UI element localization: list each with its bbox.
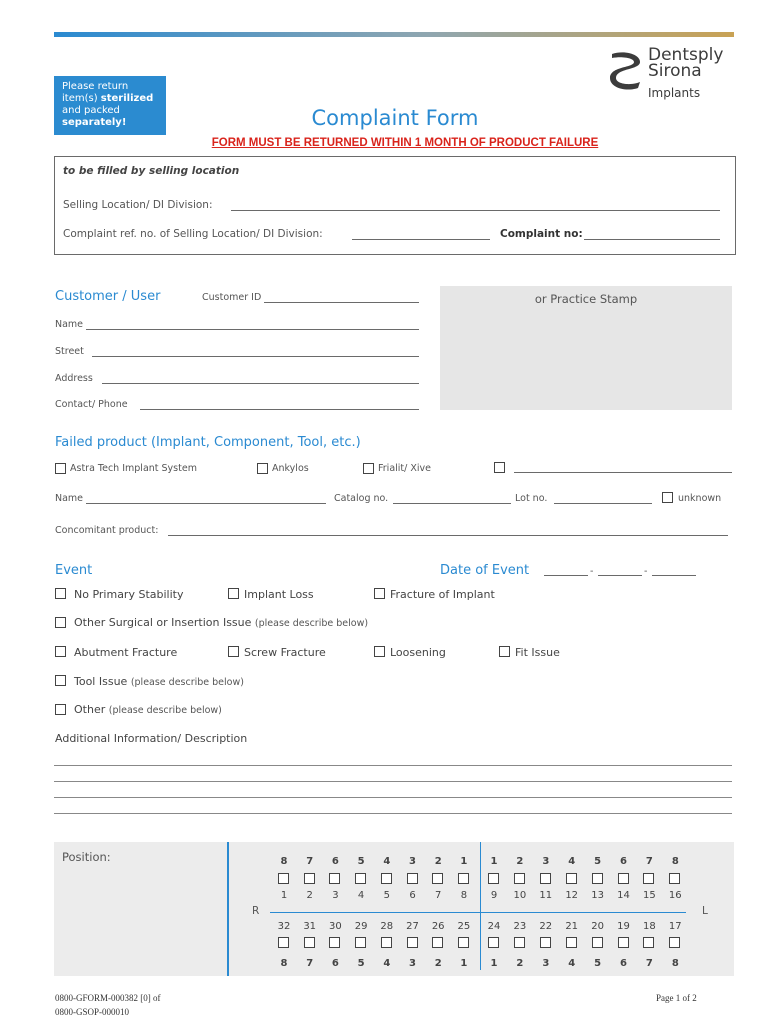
lower-tooth-checkbox[interactable] [618,937,629,948]
position-divider [227,842,229,976]
name-field[interactable] [86,329,419,330]
lower-quadrant-number: 6 [620,958,627,969]
street-field[interactable] [92,356,419,357]
lower-tooth-checkbox[interactable] [458,937,469,948]
logo-subtitle: Implants [648,86,701,100]
doc-id: 0800-GFORM-000382 [0] of [55,993,161,1003]
lower-quadrant-number: 8 [671,958,679,969]
other-event-checkbox[interactable] [55,704,66,715]
tool-issue-checkbox[interactable] [55,675,66,686]
upper-tooth-checkbox[interactable] [592,873,603,884]
complaint-no-field[interactable] [584,239,720,240]
ankylos-checkbox[interactable] [257,463,268,474]
complaint-no-label: Complaint no: [500,228,583,240]
lower-tooth-checkbox[interactable] [643,937,654,948]
address-label: Address [55,373,93,384]
lot-label: Lot no. [515,493,548,504]
upper-quadrant-number: 4 [568,856,576,867]
upper-quadrant-number: 2 [516,856,524,867]
sop-id: 0800-GSOP-000010 [55,1007,130,1017]
lower-quadrant-number: 8 [280,958,288,969]
date-year-field[interactable] [652,575,696,576]
upper-tooth-number: 10 [513,890,527,901]
lower-tooth-checkbox[interactable] [329,937,340,948]
description-line[interactable] [54,813,732,814]
lower-quadrant-number: 4 [568,958,576,969]
abutment-fracture-label: Abutment Fracture [74,646,178,659]
description-line[interactable] [54,781,732,782]
page-number: Page 1 of 2 [656,993,697,1003]
position-label: Position: [62,850,111,864]
upper-quadrant-number: 2 [434,856,442,867]
upper-tooth-number: 7 [435,890,442,901]
lower-tooth-checkbox[interactable] [566,937,577,948]
lower-tooth-number: 22 [539,921,553,932]
date-of-event-label: Date of Event [440,563,530,578]
upper-quadrant-number: 7 [306,856,314,867]
left-marker: L [702,905,708,917]
frialit-label: Frialit/ Xive [378,463,431,474]
upper-tooth-number: 15 [643,890,656,901]
lower-tooth-number: 18 [643,921,656,932]
return-note-line: and packed [62,105,120,116]
upper-quadrant-number: 5 [594,856,602,867]
astra-label: Astra Tech Implant System [70,463,197,474]
lower-tooth-number: 28 [380,921,394,932]
product-name-field[interactable] [86,503,326,504]
upper-tooth-number: 8 [460,890,468,901]
no-primary-stability-checkbox[interactable] [55,588,66,599]
street-label: Street [55,346,84,357]
name-label: Name [55,319,84,330]
ankylos-label: Ankylos [272,463,309,474]
upper-tooth-checkbox[interactable] [514,873,525,884]
lower-tooth-checkbox[interactable] [304,937,315,948]
lower-tooth-number: 32 [277,921,291,932]
stamp-label: or Practice Stamp [534,292,638,306]
date-day-field[interactable] [544,575,588,576]
lower-tooth-checkbox[interactable] [488,937,499,948]
upper-tooth-checkbox[interactable] [407,873,418,884]
additional-info-label: Additional Information/ Description [55,732,248,745]
upper-tooth-checkbox[interactable] [458,873,469,884]
lower-quadrant-number: 2 [516,958,524,969]
lower-tooth-checkbox[interactable] [432,937,443,948]
lower-quadrant-number: 5 [594,958,602,969]
upper-quadrant-number: 8 [280,856,288,867]
upper-tooth-checkbox[interactable] [669,873,680,884]
fracture-of-implant-label: Fracture of Implant [390,588,495,601]
upper-tooth-checkbox[interactable] [540,873,551,884]
upper-tooth-checkbox[interactable] [381,873,392,884]
ref-no-label: Complaint ref. no. of Selling Location/ DI Division: [63,228,323,240]
other-surgical-label: Other Surgical or Insertion Issue (please describe below) [74,616,369,629]
upper-quadrant-number: 8 [671,856,679,867]
customer-id-field[interactable] [264,302,419,303]
lower-tooth-checkbox[interactable] [540,937,551,948]
lower-quadrant-number: 1 [460,958,468,969]
date-month-field[interactable] [598,575,642,576]
upper-quadrant-number: 6 [331,856,339,867]
fit-issue-label: Fit Issue [515,646,560,659]
date-separator: - [590,566,594,577]
lower-tooth-number: 25 [457,921,471,932]
return-note-box [54,76,166,135]
upper-tooth-number: 13 [591,890,604,901]
unknown-checkbox[interactable] [662,492,673,503]
midline-horizontal [270,912,686,913]
tool-issue-label: Tool Issue (please describe below) [74,675,244,688]
lower-quadrant-number: 6 [331,958,339,969]
lower-quadrant-number: 2 [434,958,442,969]
selling-location-field[interactable] [231,210,720,211]
upper-tooth-number: 12 [565,890,579,901]
upper-tooth-number: 2 [306,890,313,901]
upper-tooth-number: 3 [332,890,339,901]
upper-quadrant-number: 4 [383,856,391,867]
header-gradient-bar [54,32,734,37]
upper-tooth-number: 14 [617,890,630,901]
no-primary-stability-label: No Primary Stability [74,588,184,601]
lower-tooth-checkbox[interactable] [407,937,418,948]
frialit-checkbox[interactable] [363,463,374,474]
lower-tooth-number: 27 [406,921,419,932]
lower-tooth-number: 31 [303,921,317,932]
lower-tooth-checkbox[interactable] [592,937,603,948]
unknown-label: unknown [678,493,722,504]
other-surgical-checkbox[interactable] [55,617,66,628]
logo-wordmark [648,47,723,79]
lower-tooth-checkbox[interactable] [355,937,366,948]
lower-tooth-checkbox[interactable] [381,937,392,948]
upper-quadrant-number: 1 [460,856,468,867]
lower-quadrant-number: 3 [542,958,550,969]
lower-quadrant-number: 5 [357,958,365,969]
upper-tooth-checkbox[interactable] [304,873,315,884]
upper-quadrant-number: 3 [542,856,550,867]
loosening-label: Loosening [390,646,446,659]
return-note-line: Please return [62,81,129,92]
lot-field[interactable] [554,503,652,504]
fit-issue-checkbox[interactable] [499,646,510,657]
lower-quadrant-number: 4 [383,958,391,969]
customer-heading: Customer / User [55,289,161,304]
lower-tooth-number: 19 [617,921,630,932]
upper-tooth-number: 4 [357,890,365,901]
upper-quadrant-number: 6 [620,856,627,867]
loosening-checkbox[interactable] [374,646,385,657]
lower-tooth-number: 29 [354,921,368,932]
other-system-field[interactable] [514,472,732,473]
return-note-line: item(s) sterilized [62,93,154,104]
lower-tooth-number: 24 [487,921,501,932]
fracture-of-implant-checkbox[interactable] [374,588,385,599]
upper-tooth-checkbox[interactable] [618,873,629,884]
description-line[interactable] [54,797,732,798]
lower-tooth-checkbox[interactable] [669,937,680,948]
catalog-label: Catalog no. [334,493,389,504]
astra-checkbox[interactable] [55,463,66,474]
upper-quadrant-number: 5 [357,856,365,867]
ref-no-field[interactable] [352,239,490,240]
selling-location-label: Selling Location/ DI Division: [63,199,213,211]
date-separator: - [644,566,648,577]
upper-tooth-checkbox[interactable] [566,873,577,884]
lower-quadrant-number: 3 [409,958,416,969]
return-warning: FORM MUST BE RETURNED WITHIN 1 MONTH OF PRODUCT FAILURE [211,137,599,149]
logo-line-1: Dentsply [648,45,724,65]
upper-quadrant-number: 1 [490,856,498,867]
product-name-label: Name [55,493,84,504]
abutment-fracture-checkbox[interactable] [55,646,66,657]
upper-tooth-checkbox[interactable] [278,873,289,884]
other-system-checkbox[interactable] [494,462,505,473]
lower-quadrant-number: 7 [645,958,653,969]
upper-tooth-number: 5 [383,890,390,901]
lower-tooth-number: 17 [668,921,682,932]
upper-tooth-number: 1 [280,890,288,901]
upper-tooth-number: 11 [539,890,553,901]
concomitant-field[interactable] [168,535,728,536]
lower-quadrant-number: 7 [306,958,314,969]
upper-tooth-checkbox[interactable] [488,873,499,884]
address-field[interactable] [102,383,419,384]
lower-tooth-number: 23 [513,921,527,932]
selling-heading: to be filled by selling location [63,165,240,177]
upper-tooth-checkbox[interactable] [355,873,366,884]
contact-field[interactable] [140,409,419,410]
midline-vertical [480,842,481,970]
upper-quadrant-number: 3 [409,856,416,867]
lower-tooth-number: 26 [431,921,445,932]
upper-tooth-number: 6 [409,890,416,901]
concomitant-label: Concomitant product: [55,525,159,536]
implant-loss-label: Implant Loss [244,588,314,601]
implant-loss-checkbox[interactable] [228,588,239,599]
other-event-label: Other (please describe below) [74,703,222,716]
screw-fracture-label: Screw Fracture [244,646,326,659]
upper-tooth-number: 16 [668,890,682,901]
upper-tooth-checkbox[interactable] [432,873,443,884]
right-marker: R [252,905,260,917]
logo-line-2: Sirona [648,61,702,81]
lower-tooth-number: 30 [329,921,342,932]
description-line[interactable] [54,765,732,766]
product-heading: Failed product (Implant, Component, Tool, etc.) [55,435,361,450]
catalog-field[interactable] [393,503,511,504]
lower-tooth-number: 20 [591,921,604,932]
lower-tooth-checkbox[interactable] [514,937,525,948]
upper-tooth-checkbox[interactable] [643,873,654,884]
lower-tooth-number: 21 [565,921,579,932]
lower-quadrant-number: 1 [490,958,498,969]
lower-tooth-checkbox[interactable] [278,937,289,948]
return-note-line: separately! [62,117,127,128]
upper-quadrant-number: 7 [645,856,653,867]
customer-id-label: Customer ID [202,292,262,303]
contact-label: Contact/ Phone [55,399,128,410]
screw-fracture-checkbox[interactable] [228,646,239,657]
page-title: Complaint Form [311,106,479,130]
event-heading: Event [55,563,93,578]
upper-tooth-number: 9 [490,890,498,901]
upper-tooth-checkbox[interactable] [329,873,340,884]
